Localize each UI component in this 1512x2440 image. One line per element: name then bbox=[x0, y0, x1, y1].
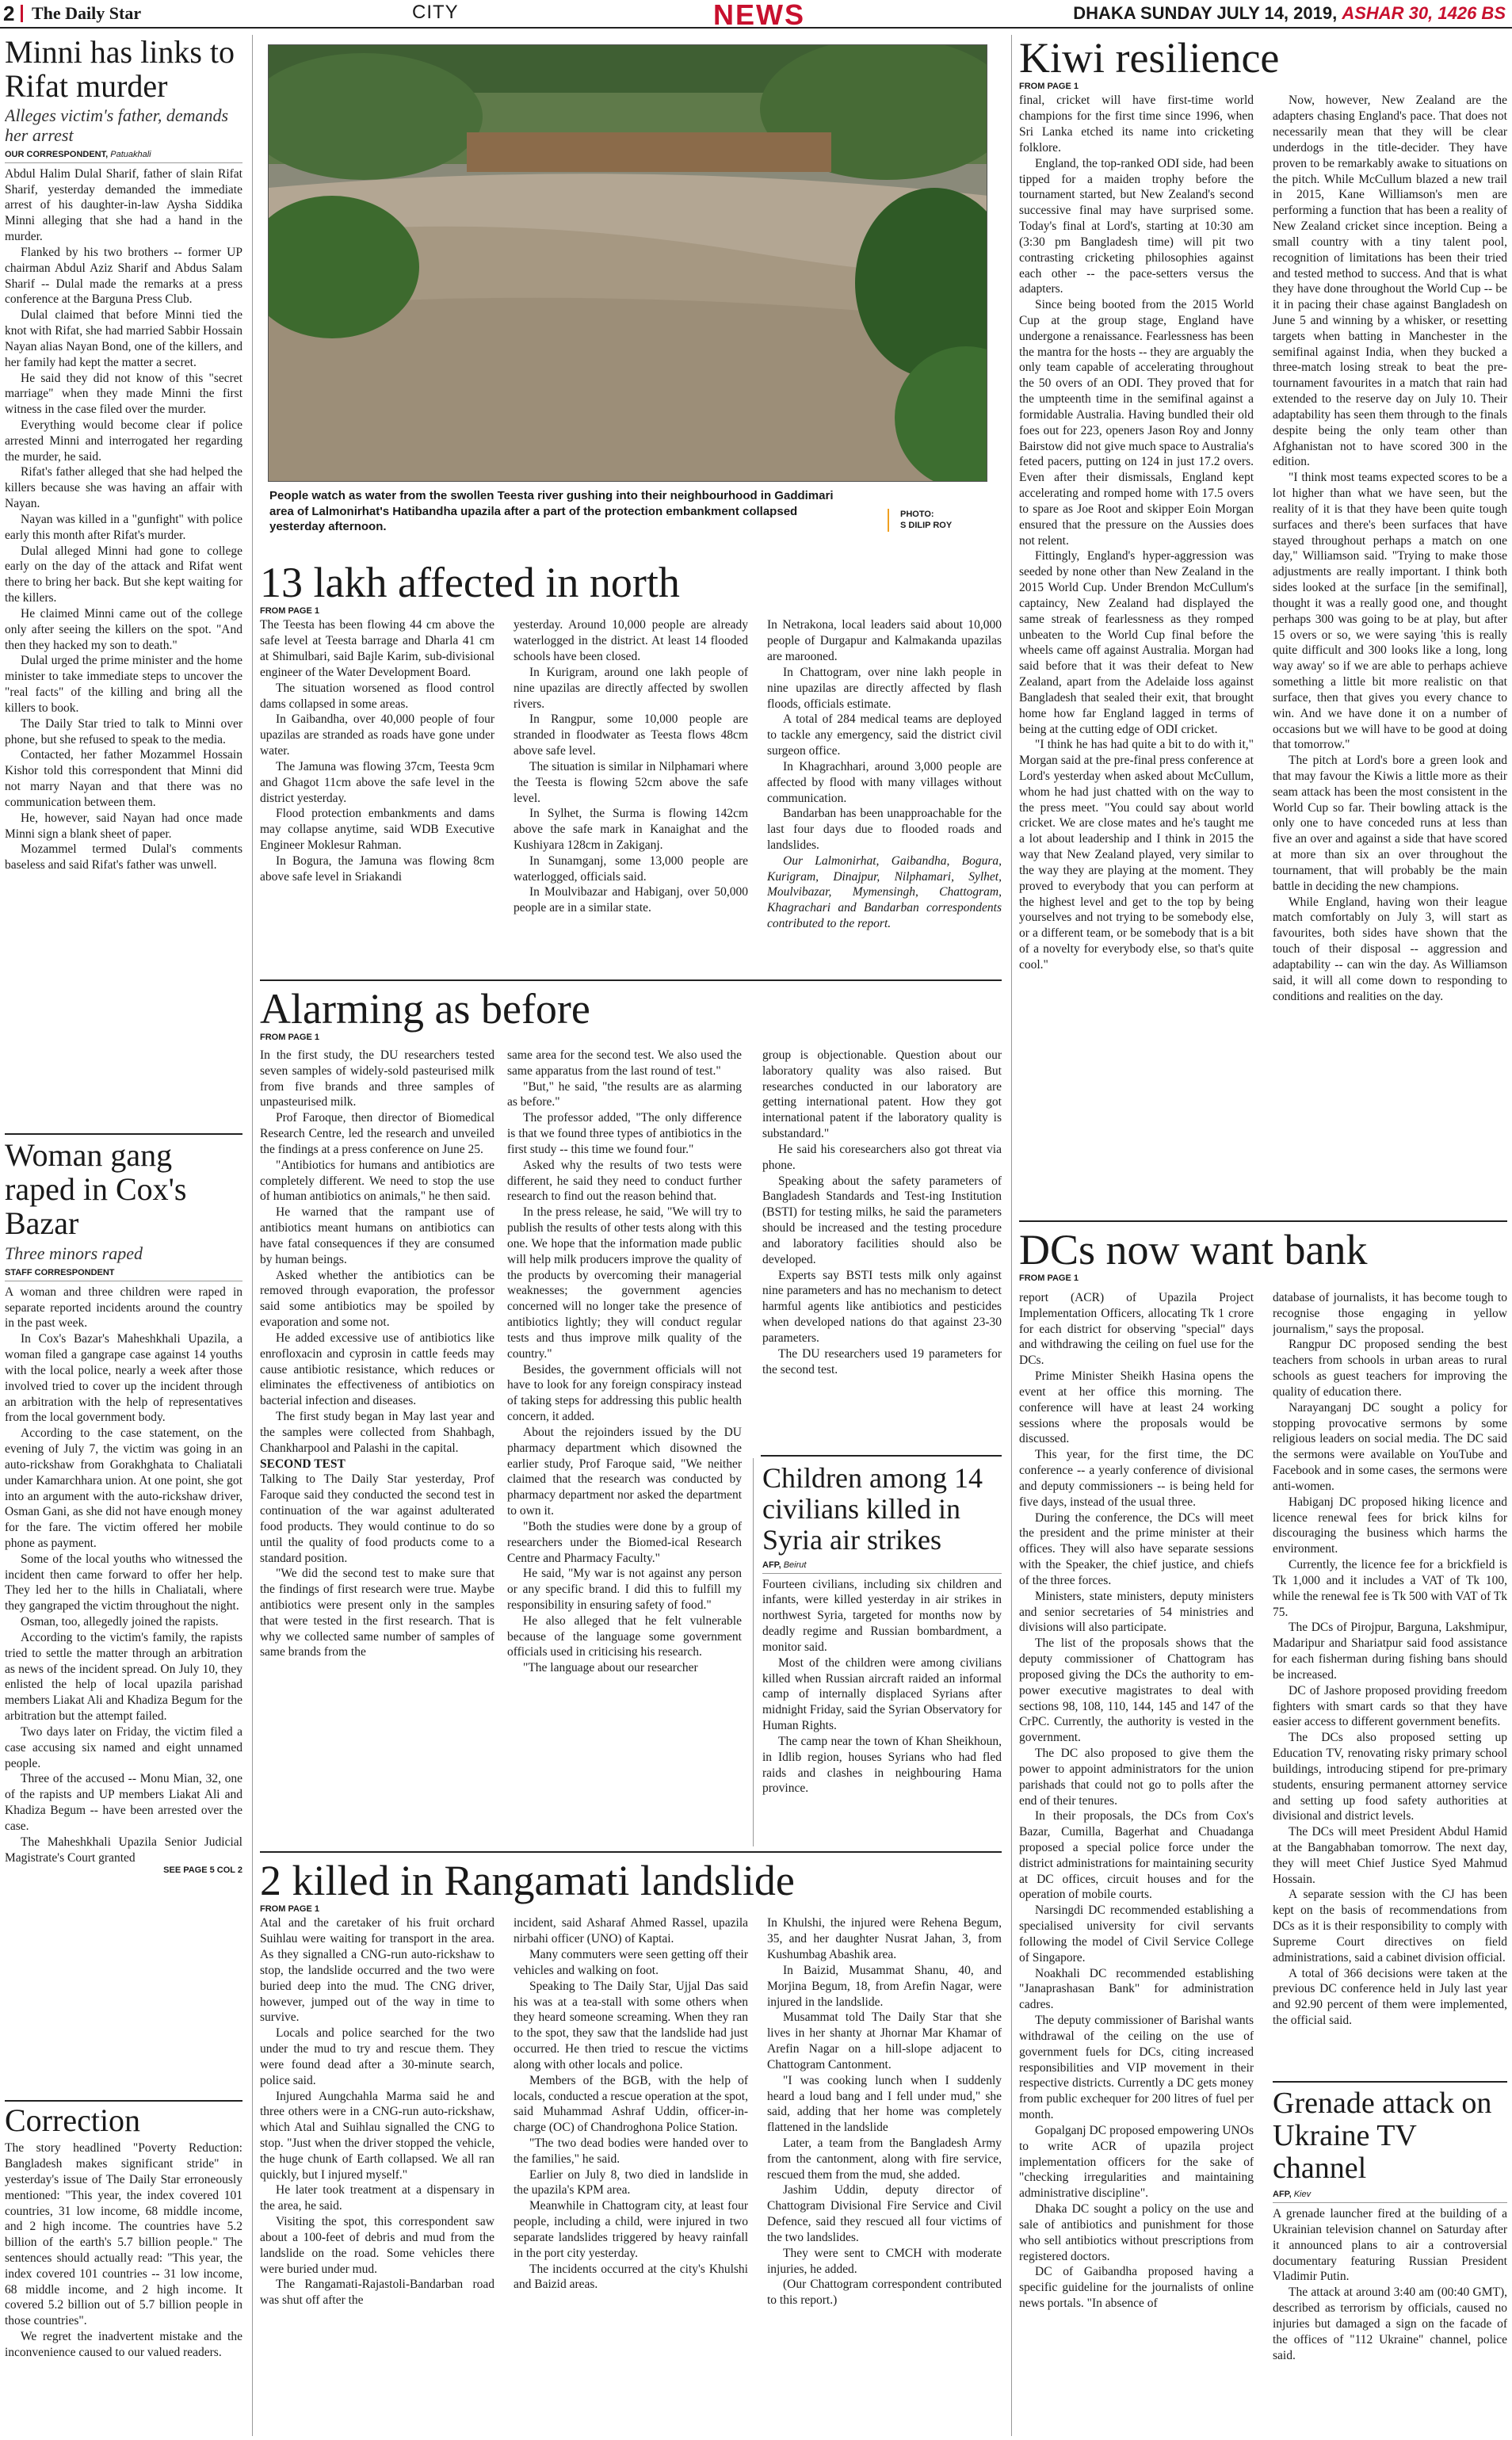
paragraph: In Khagrachhari, around 3,000 people are affected by flood with many villages without communication. bbox=[767, 759, 1002, 805]
paragraph: A grenade launcher fired at the building of a Ukrainian television channel on Saturday after it announced plans to air a controversial documentary featuring Russian President Vladimir Putin. bbox=[1273, 2207, 1507, 2284]
paragraph: The incidents occurred at the city's Khulshi and Baizid areas. bbox=[514, 2262, 748, 2292]
paragraph: Contacted, her father Mozammel Hossain Kishor told this correspondent that Minni did not marry Nayan and that there was no communication between them. bbox=[5, 748, 242, 809]
masthead bbox=[0, 0, 1512, 29]
flood-photo bbox=[268, 44, 987, 482]
story-woman bbox=[5, 1138, 242, 2089]
paragraph: (Our Chattogram correspondent contributed to this report.) bbox=[767, 2278, 1002, 2308]
paragraph: The Jamuna was flowing 37cm, Teesta 9cm and Ghagot 11cm above the safe level in the district yesterday. bbox=[260, 759, 494, 805]
paragraph: In Baizid, Musammat Shanu, 40, and Morjina Begum, 18, from Arefin Nagar, were injured in the landslide. bbox=[767, 1963, 1002, 2009]
column bbox=[260, 1048, 494, 1840]
paragraph: According to the case statement, on the evening of July 7, the victim was going in an auto-rickshaw from Gorakhghata to Chaliatali under Kamarchhara union. At one point, she got into an argument with the auto-rickshaw driver, Osman Gani, as she did not have enough money for the fare. The victim offered her mobile phone as payment. bbox=[5, 1426, 242, 1550]
bangla-date: ASHAR 30, 1426 BS bbox=[1342, 3, 1506, 23]
paragraph: Jashim Uddin, deputy director of Chattogram Divisional Fire Service and Civil Defence, said they rescued all four victims of the two landslides. bbox=[767, 2183, 1002, 2244]
paragraph: He, however, said Nayan had once made Minni sign a blank sheet of paper. bbox=[5, 811, 242, 841]
paragraph: The DC also proposed to give them the power to appoint administrators for the union parishads that could not go to polls after the end of their tenures. bbox=[1019, 1747, 1254, 1808]
paragraph: The deputy commissioner of Barishal wants withdrawal of the ceiling on the use of government fuels for DCs, citing increased responsibilities and VIP movement in their respective districts. Currently a DC gets money from public exchequer for 200 litres of fuel per month. bbox=[1019, 2014, 1254, 2122]
paragraph: "Both the studies were done by a group of researchers under the Biomed-ical Research Centre and Pharmacy Faculty." bbox=[507, 1519, 742, 1565]
flood-photo-image bbox=[269, 45, 987, 482]
paragraph: The DCs of Pirojpur, Barguna, Lakshmipur, Madaripur and Shariatpur said food assistance for each fisherman during fishing bans should be increased. bbox=[1273, 1621, 1507, 1682]
paragraph: In Cox's Bazar's Maheshkhali Upazila, a woman filed a gangrape case against 14 youths with the local police, nearly a week after those involved tried to cover up the incident through an arbitration with the help of representatives from the local government body. bbox=[5, 1332, 242, 1425]
story-kiwi bbox=[1019, 35, 1507, 1216]
paragraph: incident, said Asharaf Ahmed Rassel, upazila nirbahi officer (UNO) of Kaptai. bbox=[514, 1916, 748, 1946]
paragraph: Abdul Halim Dulal Sharif, father of slain Rifat Sharif, yesterday demanded the immediate arrest of his daughter-in-law Aysha Siddika Minni alleging that she had a hand in the murder. bbox=[5, 166, 242, 244]
paragraph: According to the victim's family, the rapists tried to settle the matter through an arbitration as news of the incident spread. On July 10, they enlisted the help of local upazila parishad members Liakat Ali and Khadiza Begum for the arbitration but the attempt failed. bbox=[5, 1630, 242, 1724]
column-rule bbox=[252, 35, 253, 2436]
paragraph: The pitch at Lord's bore a green look and that may favour the Kiwis a little more as their seam attack has been the most consistent in the World Cup so far. Their bowling attack is the only one to have conceded runs at less than five an over and against a side that have scored at more than six an over throughout the tournament, that will probably be the main battle in deciding the new champions. bbox=[1273, 754, 1507, 893]
column bbox=[767, 617, 1002, 932]
paragraph: "I was cooking lunch when I suddenly heard a loud bang and I fell under mud," she said, adding that her home was completely flattened in the landslide bbox=[767, 2073, 1002, 2135]
story-minni bbox=[5, 35, 242, 1121]
paper-logo: The Daily Star bbox=[32, 3, 142, 23]
paragraph: Visiting the spot, this correspondent saw about a 100-feet of debris and mud from the landslide on the road. Some vehicles there were buried under mud. bbox=[260, 2215, 494, 2276]
paragraph: Prof Faroque, then director of Biomedical Research Centre, led the research and unveiled the findings at a press conference on June 25. bbox=[260, 1111, 494, 1156]
paragraph: He added excessive use of antibiotics like enrofloxacin and cyprosin in cattle feeds may cause antibiotic resistance, which reduces or eliminates the effectiveness of antibiotics on bacterial infection and diseases. bbox=[260, 1331, 494, 1408]
paragraph: He said, "My war is not against any person or any specific brand. I did this to fulfill my responsibility in ensuring safety of food." bbox=[507, 1567, 742, 1612]
paragraph: DC of Gaibandha proposed having a specific guideline for the journalists of online news portals. "In absence of bbox=[1019, 2265, 1254, 2310]
paragraph: Fourteen civilians, including six children and infants, were killed yesterday in air strikes in northwest Syria, targeted for months now by deadly regime and Russian bombardment, a monitor said. bbox=[762, 1577, 1002, 1654]
paragraph: Meanwhile in Chattogram city, at least four people, including a child, were injured in two separate landslides triggered by heavy rainfall in the port city yesterday. bbox=[514, 2199, 748, 2260]
divider bbox=[1273, 2202, 1507, 2203]
paragraph: During the conference, the DCs will meet the president and the prime minister at their offices. They will also have separate sessions with the Speaker, the chief justice, and chiefs of the three forces. bbox=[1019, 1510, 1254, 1587]
paragraph: The Daily Star tried to talk to Minni over phone, but she refused to speak to the media. bbox=[5, 716, 242, 747]
paragraph: The DCs will meet President Abdul Hamid at the Bangabhaban tomorrow. The next day, they will meet Chief Justice Syed Mahmud Hossain. bbox=[1273, 1825, 1507, 1886]
paragraph: Later, a team from the Bangladesh Army from the cantonment, along with fire service, rescued them from the mud, she added. bbox=[767, 2136, 1002, 2182]
story-body bbox=[5, 166, 242, 873]
paragraph: Dulal alleged Minni had gone to college early on the day of the attack and Rifat went there to bring her back. But she kept waiting for the killers. bbox=[5, 544, 242, 605]
paragraph: In Gaibandha, over 40,000 people of four upazilas are stranded as roads have gone under water. bbox=[260, 712, 494, 758]
paragraph: Habiganj DC proposed hiking licence and licence renewal fees for brick kilns for discouraging the business which harms the environment. bbox=[1273, 1495, 1507, 1556]
paragraph: While England, having won their league match comfortably on July 3, will start as favourites, both sides have shown that the touch of their disposal -- aggression and adaptability -- can win the day. As Williamson said, it will all come down to responding to conditions and realities on the day. bbox=[1273, 895, 1507, 1003]
paragraph: Speaking to The Daily Star, Ujjal Das said his was at a tea-stall with some others when they heard someone screaming. When they ran to the spot, they saw that the landslide had just occurred. He then tried to rescue the victims along with other locals and police. bbox=[514, 1979, 748, 2072]
paragraph: In the first study, the DU researchers tested seven samples of widely-sold pasteurised milk from five brands and three samples of unpasteurised milk. bbox=[260, 1048, 494, 1109]
paragraph: In their proposals, the DCs from Cox's Bazar, Cumilla, Bagerhat and Chuadanga proposed a special police force under the district administrations for maintaining security at DC offices, circuit houses and for the operation of mobile courts. bbox=[1019, 1809, 1254, 1902]
paragraph: Mozammel termed Dulal's comments baseless and said Rifat's father was unwell. bbox=[5, 842, 242, 873]
story-body bbox=[5, 2140, 242, 2361]
paragraph: Fittingly, England's hyper-aggression was seeded by none other than New Zealand in the 2015 World Cup. Under Brendon McCullum's captaincy, New Zealand had displayed the same streak of fearlessness as they romped unbeaten to the World Cup final before the wheels came off against Australia. Morgan had said before that it was their defeat to New Zealand, apart from the Adelaide loss against Bangladesh that sealed their exit, that brought home how far England lagged in terms of being at the cutting edge of ODI cricket. bbox=[1019, 549, 1254, 736]
paragraph: "The language about our researcher bbox=[523, 1661, 698, 1675]
paragraph: yesterday. Around 10,000 people are already waterlogged in the district. At least 14 flooded schools have been closed. bbox=[514, 618, 748, 664]
paragraph: The story headlined "Poverty Reduction: Bangladesh makes significant stride" in yesterday's issue of The Daily Star erroneously mentioned: "This year, the index covered 101 countries, 31 low income, 68 middle income, and 2 high income. The countries have 5.2 billion of the earth's 5.7 billion people." The sentences should actually read: "This year, the index covered 101 countries -- 31 low income, 68 middle income, and 2 high income. It covered 5.2 billion out of 5.7 billion people in those countries". bbox=[5, 2141, 242, 2328]
byline: STAFF CORRESPONDENT bbox=[5, 1267, 115, 1277]
paragraph: final, cricket will have first-time world champions for the first time since 1996, when Sri Lanka etched its name into cricketing folklore. bbox=[1019, 94, 1254, 155]
paragraph: group is objectionable. Question about our laboratory quality was also raised. But researches conducted in our laboratory are getting international patent. How they got international patent if the laboratory quality is substandard." bbox=[762, 1048, 1002, 1141]
from-page: FROM PAGE 1 bbox=[260, 606, 319, 617]
paragraph: Talking to The Daily Star yesterday, Prof Faroque said they conducted the second test in continuation of the war against adulterated food products. They would continue to do so until the quality of food products come to a standard position. bbox=[260, 1472, 494, 1565]
paragraph: Ministers, state ministers, deputy ministers and senior secretaries of 54 ministries and divisions will also participate. bbox=[1019, 1589, 1254, 1635]
photo-credit: PHOTO: S DILIP ROY bbox=[888, 509, 952, 532]
paragraph: This year, for the first time, the DC conference -- a yearly conference of divisional and deputy commissioners -- is being held for five days, instead of the usual three. bbox=[1019, 1448, 1254, 1509]
paragraph: "We did the second test to make sure that the findings of first research were true. Maybe antibiotics were present only in the samples that were tested in the first research. That is why we collected same number of samples of same brands from the bbox=[260, 1567, 494, 1659]
paragraph: He claimed Minni came out of the college only after seeing the killers on the spot. "And then they hacked my son to death." bbox=[5, 606, 242, 652]
paragraph: Atal and the caretaker of his fruit orchard Suihlau were waiting for transport in the area. As they signalled a CNG-run auto-rickshaw to stop, the landslide occurred and the two were buried deep into the mud. The CNG driver, however, jumped out of the way in time to survive. bbox=[260, 1916, 494, 2025]
paragraph: A woman and three children were raped in separate reported incidents around the country in the past week. bbox=[5, 1285, 242, 1331]
story-body bbox=[762, 1577, 1002, 1797]
column bbox=[514, 617, 748, 932]
story-syria bbox=[762, 1463, 1002, 1843]
paragraph: Since being booted from the 2015 World Cup at the group stage, England have undergone a renaissance. Fearlessness has been the mantra for the hosts -- they are arguably the only team capable of accelerating throughout the 50 overs of an ODI. They proved that for the umpteenth time in the semifinal against a formidable Australia. Having bundled their old foes out for 223, openers Jason Roy and Jonny Bairstow did not give much space to Australia's feted pacers, putting on 124 in just 17.2 overs. Even after their dismissals, England kept accelerating and romped home with 17.5 overs to spare as Joe Root and skipper Eoin Morgan ensured that the pressure on the Aussies does not relent. bbox=[1019, 298, 1254, 548]
paragraph: The Teesta has been flowing 44 cm above the safe level at Teesta barrage and Dharla 41 cm at Shimulbari, said Bajle Karim, sub-divisional engineer of the Water Development Board. bbox=[260, 618, 494, 679]
column bbox=[1273, 93, 1507, 1004]
column bbox=[767, 1915, 1002, 2308]
paragraph: Narayanganj DC sought a policy for stopping provocative sermons by some religious leaders on social media. The DC said the sermons were available on YouTube and Facebook and in some cases, the sermons were anti-women. bbox=[1273, 1400, 1507, 1493]
paragraph: database of journalists, it has become tough to recognise those engaging in yellow journalism," says the proposal. bbox=[1273, 1291, 1507, 1336]
section-rule bbox=[1273, 2081, 1507, 2083]
paragraph: Dhaka DC sought a policy on the use and sale of antibiotics and punishment for those who sell antibiotics without prescriptions from registered doctors. bbox=[1019, 2202, 1254, 2263]
paragraph: In Moulvibazar and Habiganj, over 50,000 people are in a similar state. bbox=[514, 885, 748, 915]
column bbox=[514, 1915, 748, 2308]
paragraph: In the press release, he said, "We will try to publish the results of other tests along with this one. We hope that the information made public will help milk producers improve the quality of the products by overcoming their managerial weaknesses; the government agencies concerned will no longer take the presence of antibiotics lightly; they will conduct regular tests and thus improve milk quality of the country." bbox=[507, 1205, 742, 1361]
headline[interactable]: Alarming as before bbox=[260, 986, 590, 1033]
paragraph: In Netrakona, local leaders said about 10,000 people of Durgapur and Kalmakanda upazilas are marooned. bbox=[767, 618, 1002, 664]
paragraph: "Antibiotics for humans and antibiotics are completely different. We need to stop the use of human antibiotics on animals," he then said. bbox=[260, 1158, 494, 1204]
headline[interactable]: 2 killed in Rangamati landslide bbox=[260, 1858, 795, 1904]
paragraph: Two days later on Friday, the victim filed a case accusing six named and eight unnamed people. bbox=[5, 1724, 242, 1770]
paragraph: Some of the local youths who witnessed the incident then came forward to offer her help. They led her to the hills in Chaliatali, where they gangraped the victim throughout the night. bbox=[5, 1552, 242, 1613]
paragraph: Injured Aungchahla Marma said he and three others were in a CNG-run auto-rickshaw, which Atal and Suihlau signalled the CNG to stop. "Just when the driver stopped the vehicle, the huge chunk of Earth collapsed. We all ran quickly, but I injured myself." bbox=[260, 2089, 494, 2182]
column bbox=[1019, 93, 1254, 1004]
from-page: FROM PAGE 1 bbox=[260, 1904, 319, 1915]
paragraph: In Sylhet, the Surma is flowing 142cm above the safe mark in Kanaighat and the Kushiyara 128cm in Zakiganj. bbox=[514, 807, 748, 852]
paragraph: The professor added, "The only difference is that we found three types of antibiotics in the first study -- this time we found four." bbox=[507, 1111, 742, 1156]
paragraph: Now, however, New Zealand are the adapters chasing England's pace. That does not necessarily mean that they will be clear underdogs in the title-decider. They have proven to be remarkably awake to situations on the pitch. While McCullum blazed a new trail in 2015, Kane Williamson's men are performing a function that has been a reality of New Zealand cricket since inception. Being a small country with a tiny talent pool, recognition of limitations has been their tried and tested method to success. And that is what they have done throughout the World Cup -- be it in pacing their chase against Bangladesh on June 5 and winning by a whisker, or resetting targets when batting in Manchester in the semifinal against India, when they bucked a three-match losing streak to beat the pre-tournament favourites in a match that rain had extended to the reserve day on July 10. Their adaptability has seen them through to the finals despite being the only team other than Afghanistan not to have scored 300 in the edition. bbox=[1273, 94, 1507, 469]
paragraph: They were sent to CMCH with moderate injuries, he added. bbox=[767, 2246, 1002, 2276]
photo-caption: People watch as water from the swollen Teesta river gushing into their neighbourhood in Gaddimari area of Lalmonirhat's Hatibandha upazila after a part of the protection embankment collapsed yesterday afternoon. bbox=[269, 489, 834, 533]
story-body bbox=[5, 1285, 242, 1876]
section-rule bbox=[260, 1851, 1002, 1853]
section-rule bbox=[1019, 1220, 1507, 1222]
paragraph: A total of 366 decisions were taken at the previous DC conference held in July last year and 92.90 percent of them were implemented, the official said. bbox=[1273, 1966, 1507, 2028]
paragraph: In Khulshi, the injured were Rehena Begum, 35, and her daughter Nusrat Jahan, 3, from Kushumbag Abashik area. bbox=[767, 1916, 1002, 1962]
column bbox=[260, 617, 494, 932]
subhead: Alleges victim's father, demands her arrest bbox=[5, 105, 229, 145]
paragraph: The situation worsened as flood control dams collapsed in some areas. bbox=[260, 681, 494, 711]
paragraph: The Maheshkhali Upazila Senior Judicial Magistrate's Court granted bbox=[5, 1835, 242, 1865]
paragraph: England, the top-ranked ODI side, had been tipped for a maiden trophy before the tournament started, but New Zealand's second successive final may have surprised some. Today's final at Lord's, starting at 10:30 am (3:30 pm Bangladesh time) will pit two contrasting cricketing philosophies against each other -- the pace-setters versus the adapters. bbox=[1019, 156, 1254, 296]
paragraph: The attack at around 3:40 am (00:40 GMT), described as terrorism by officials, caused no injuries but damaged a sign on the facade of the offices of "112 Ukraine" channel, police said. bbox=[1273, 2285, 1507, 2362]
paragraph: The DU researchers used 19 parameters for the second test. bbox=[762, 1346, 1002, 1377]
section-rule bbox=[761, 1455, 1002, 1457]
paragraph: same area for the second test. We also used the same apparatus from the last round of test." bbox=[507, 1048, 742, 1078]
divider bbox=[762, 1573, 1002, 1574]
paragraph: Gopalganj DC proposed empowering UNOs to write ACR of upazila project implementation officers for the sake of "checking irregularities and maintaining administrative discipline". bbox=[1019, 2123, 1254, 2201]
paragraph: Musammat told The Daily Star that she lives in her shanty at Jhornar Mar Khamar of Arefin Nagar on a hill-slope adjacent to Chattogram Cantonment. bbox=[767, 2010, 1002, 2072]
paragraph: DC of Jashore proposed providing freedom fighters with smart cards so that they have easier access to different government benefits. bbox=[1273, 1683, 1507, 1729]
column bbox=[762, 1048, 1002, 1460]
headline[interactable]: Minni has links to Rifat murder bbox=[5, 35, 235, 105]
column-rule bbox=[753, 1458, 754, 1846]
section-rule bbox=[5, 1133, 242, 1135]
paragraph: In Chattogram, over nine lakh people in nine upazilas are directly affected by flash floods, officials estimate. bbox=[767, 665, 1002, 711]
masthead-bar bbox=[21, 5, 23, 22]
from-page: FROM PAGE 1 bbox=[1019, 82, 1079, 92]
paragraph: Nayan was killed in a "gunfight" with police early this month after Rifat's murder. bbox=[5, 512, 242, 542]
byline: AFP, Kiev bbox=[1273, 2190, 1312, 2200]
headline[interactable]: Woman gang raped in Cox's Bazar bbox=[5, 1138, 187, 1242]
paragraph: He warned that the rampant use of antibiotics meant humans on antibiotics can have fatal consequences if they are consumed by human beings. bbox=[260, 1205, 494, 1266]
paragraph: A separate session with the CJ has been kept on the basis of recommendations from DCs as it is their responsibility to comply with Supreme Court directives on field administrations, said a cabinet division official. bbox=[1273, 1888, 1507, 1965]
paragraph: Flanked by his two brothers -- former UP chairman Abdul Aziz Sharif and Abdus Salam Sharif -- Dulal made the remarks at a press conference at the Barguna Press Club. bbox=[5, 245, 242, 307]
paragraph: He later took treatment at a dispensary in the area, he said. bbox=[260, 2183, 494, 2213]
headline[interactable]: Children among 14 civilians killed in Syria air strikes bbox=[762, 1463, 983, 1556]
paragraph: report (ACR) of Upazila Project Implementation Officers, allocating Tk 1 crore for each district for observing "special" days and withdrawing the ceiling on fuel use for the DCs. bbox=[1019, 1291, 1254, 1368]
paragraph: We regret the inadvertent mistake and the inconvenience caused to our valued readers. bbox=[5, 2330, 242, 2359]
paragraph: Everything would become clear if police arrested Minni and interrogated her regarding the murder, he said. bbox=[5, 418, 242, 464]
paragraph: Three of the accused -- Monu Mian, 32, one of the rapists and UP members Liakat Ali and Khadiza Begum -- have been arrested over the case. bbox=[5, 1772, 242, 1833]
headline[interactable]: Correction bbox=[5, 2103, 141, 2138]
jump-link[interactable]: SEE PAGE 5 COL 2 bbox=[163, 1865, 242, 1876]
from-page: FROM PAGE 1 bbox=[1019, 1273, 1079, 1284]
paragraph: The list of the proposals shows that the deputy commissioner of Chattogram has proposed giving the DCs the authority to em-power executive magistrates to deal with sections 98, 108, 110, 144, 145 and 147 of the CrPC. Currently, the authority is vested in the government. bbox=[1019, 1636, 1254, 1745]
paragraph: The DCs also proposed setting up Education TV, renovating risky primary school buildings, introducing stipend for pre-primary students, ensuring permanent attorney service and setting up food safety authorities at divisional and district levels. bbox=[1273, 1731, 1507, 1823]
column bbox=[1019, 1290, 1254, 2436]
paragraph: In Rangpur, some 10,000 people are stranded in floodwater as Teesta flows 48cm above safe level. bbox=[514, 712, 748, 758]
paragraph: In Kurigram, around one lakh people of nine upazilas are directly affected by swollen rivers. bbox=[514, 665, 748, 711]
paragraph: Asked whether the antibiotics can be removed through evaporation, the professor said some antibiotics may be spoiled by evaporation and some not. bbox=[260, 1268, 494, 1330]
paragraph: Members of the BGB, with the help of locals, conducted a rescue operation at the spot, said Muhammad Ashraf Uddin, officer-in-charge (OC) of Chandroghona Police Station. bbox=[514, 2073, 748, 2135]
paragraph: Locals and police searched for the two under the mud to try and rescue them. They were found dead after a 30-minute search, police said. bbox=[260, 2026, 494, 2087]
subhead: SECOND TEST bbox=[260, 1457, 346, 1471]
paragraph: "I think he has had quite a bit to do with it," Morgan said at the pre-final press conference at Lord's yesterday when asked about McCullum, whom he had just chatted with on the way to the press meet. "You could say about world cricket. We are close mates and he's taught me a lot about leadership and I think in 2015 the way that New Zealand played, very similar to the way they are playing at the moment. They proved to everybody that you can perform at the highest level and get to the top by being yourselves and not trying to be somebody else, or a different team, or be somebody that is a bit of a novelty for everybody else, so that's quite cool." bbox=[1019, 738, 1254, 972]
paragraph: Flood protection embankments and dams may collapse anytime, said WDB Executive Engineer Moklesur Rahman. bbox=[260, 807, 494, 852]
divider bbox=[5, 162, 242, 163]
paragraph: Narsingdi DC recommended establishing a specialised university for civil servants following the model of Civil Service College of Singapore. bbox=[1019, 1904, 1254, 1965]
paragraph: Asked why the results of two tests were different, he said they need to conduct further research to find out the reason behind that. bbox=[507, 1158, 742, 1204]
byline: AFP, Beirut bbox=[762, 1560, 807, 1570]
paragraph: Dulal urged the prime minister and the home minister to take immediate steps to uncover the "real facts" of the killing and bring all the killers to book. bbox=[5, 654, 242, 715]
story-correction bbox=[5, 2103, 242, 2436]
column bbox=[507, 1048, 742, 1840]
headline[interactable]: 13 lakh affected in north bbox=[260, 559, 680, 606]
column-rule bbox=[1011, 35, 1012, 2436]
story-grenade bbox=[1273, 2087, 1507, 2436]
section-label: CITY bbox=[412, 2, 459, 23]
paragraph: Experts say BSTI tests milk only against nine parameters and has no mechanism to detect harmful agents like antibiotics and pesticides when developed nations do that against 23-30 parameters. bbox=[762, 1268, 1002, 1345]
paragraph: The situation is similar in Nilphamari where the Teesta is flowing 52cm above the safe level. bbox=[514, 759, 748, 805]
paragraph: "But," he said, "the results are as alarming as before." bbox=[507, 1079, 742, 1109]
paragraph: Currently, the licence fee for a brickfield is Tk 1,000 and it includes a VAT of Tk 100, while the renewal fee is Tk 500 with VAT of Tk 75. bbox=[1273, 1558, 1507, 1619]
section-rule bbox=[260, 979, 1002, 981]
paragraph: The Rangamati-Rajastoli-Bandarban road was shut off after the bbox=[260, 2278, 494, 2308]
headline[interactable]: Grenade attack on Ukraine TV channel bbox=[1273, 2087, 1492, 2186]
paragraph: "The two dead bodies were handed over to the families," he said. bbox=[514, 2136, 748, 2166]
paragraph: Many commuters were seen getting off their vehicles and walking on foot. bbox=[514, 1948, 748, 1977]
paragraph: He said they did not know of this "secret marriage" when they made Minni the first witness in the case filed over the murder. bbox=[5, 371, 242, 417]
paragraph: Prime Minister Sheikh Hasina opens the event at her office this morning. The conference will have at least 24 working sessions where the proposals would be discussed. bbox=[1019, 1369, 1254, 1446]
paragraph: The camp near the town of Khan Sheikhoun, in Idlib region, houses Syrians who had fled raids and clashes in neighbouring Hama province. bbox=[762, 1734, 1002, 1796]
paragraph: The first study began in May last year and the samples were collected from Shahbagh, Chankharpool and Palashi in the capital. bbox=[260, 1410, 494, 1455]
dateline: DHAKA SUNDAY JULY 14, 2019, ASHAR 30, 1426 BS bbox=[1073, 3, 1506, 23]
headline[interactable]: DCs now want bank bbox=[1019, 1227, 1368, 1273]
story-dcs bbox=[1019, 1227, 1507, 1290]
paragraph: Dulal claimed that before Minni tied the knot with Rifat, she had married Sabbir Hossain Nayan alias Nayan Bond, one of the killers, and her family had kept the matter a secret. bbox=[5, 308, 242, 369]
paragraph: Rangpur DC proposed sending the best teachers from schools in urban areas to rural schools as guest teachers for improving the quality of education there. bbox=[1273, 1338, 1507, 1399]
paragraph: Speaking about the safety parameters of Bangladesh Standards and Test-ing Institution (BSTI) for testing milks, he said the parameters should be increased and the testing procedure and laboratory facilities should also be developed. bbox=[762, 1174, 1002, 1266]
from-page: FROM PAGE 1 bbox=[260, 1033, 319, 1043]
paragraph: Osman, too, allegedly joined the rapists. bbox=[21, 1615, 219, 1629]
paragraph: About the rejoinders issued by the DU pharmacy department which disowned the earlier study, Prof Faroque said, "We neither claimed that the research was conducted by pharmacy department nor asked the department to own it. bbox=[507, 1425, 742, 1518]
column bbox=[1273, 1290, 1507, 2075]
column bbox=[260, 1915, 494, 2308]
paragraph: Noakhali DC recommended establishing "Janaprashasan Bank" for administration cadres. bbox=[1019, 1966, 1254, 2012]
story-body bbox=[1273, 2206, 1507, 2363]
paragraph: Bandarban has been unapproachable for the last four days due to flooded roads and landslides. bbox=[767, 807, 1002, 852]
paragraph: In Sunamganj, some 13,000 people are waterlogged, officials said. bbox=[514, 853, 748, 884]
paragraph: Our Lalmonirhat, Gaibandha, Bogura, Kurigram, Dinajpur, Nilphamari, Sylhet, Moulvibazar, Mymensingh, Chattogram, Khagrachari and Bandarban correspondents contributed to the report. bbox=[767, 853, 1002, 931]
news-label: NEWS bbox=[713, 0, 805, 31]
headline[interactable]: Kiwi resilience bbox=[1019, 35, 1280, 82]
byline: OUR CORRESPONDENT, Patuakhali bbox=[5, 149, 151, 159]
paragraph: Besides, the government officials will not have to look for any foreign conspiracy instead of taking steps for addressing this public health concern, it added. bbox=[507, 1362, 742, 1424]
page-number: 2 bbox=[3, 2, 15, 25]
paragraph: A total of 284 medical teams are deployed to tackle any emergency, said the district civil surgeon office. bbox=[767, 712, 1002, 758]
paragraph: "I think most teams expected scores to be a lot higher than what we have seen, but the reality of it is that they have been quite tough surfaces and there's been surfaces that have stayed throughout perhaps a match on one day," Williamson said. "Trying to make those adjustments are really important. I think both sides looked at the surface [in the semifinal], thought it was a really good one, and thought perhaps 300 was going to be at play, but after 15 overs or so, we were saying 'this is really quite difficult and 300 looks like a long, long way away' so if we are able to perhaps achieve something a little bit more realistic on that surface, then that gives you every chance to win. And we have done it on a number of occasions but we will have to be good at doing that tomorrow." bbox=[1273, 471, 1507, 752]
story-landslide bbox=[260, 1858, 1002, 2436]
section-rule bbox=[5, 2100, 242, 2102]
paragraph: Rifat's father alleged that she had helped the killers because she was having an affair with Nayan. bbox=[5, 465, 242, 511]
paragraph: Earlier on July 8, two died in landslide in the upazila's KPM area. bbox=[514, 2167, 748, 2198]
paragraph: He also alleged that he felt vulnerable because of the language some government officials used in criticising his research. bbox=[507, 1613, 742, 1659]
story-13-lakh bbox=[260, 559, 1002, 972]
paragraph: In Bogura, the Jamuna was flowing 8cm above safe level in Sriakandi bbox=[260, 853, 494, 884]
paragraph: He said his coresearchers also got threat via phone. bbox=[762, 1142, 1002, 1172]
paragraph: Most of the children were among civilians killed when Russian aircraft raided an informal camp of internally displaced Syrians after midnight Friday, said the Syrian Observatory for Human Rights. bbox=[762, 1655, 1002, 1733]
subhead: Three minors raped bbox=[5, 1243, 143, 1263]
